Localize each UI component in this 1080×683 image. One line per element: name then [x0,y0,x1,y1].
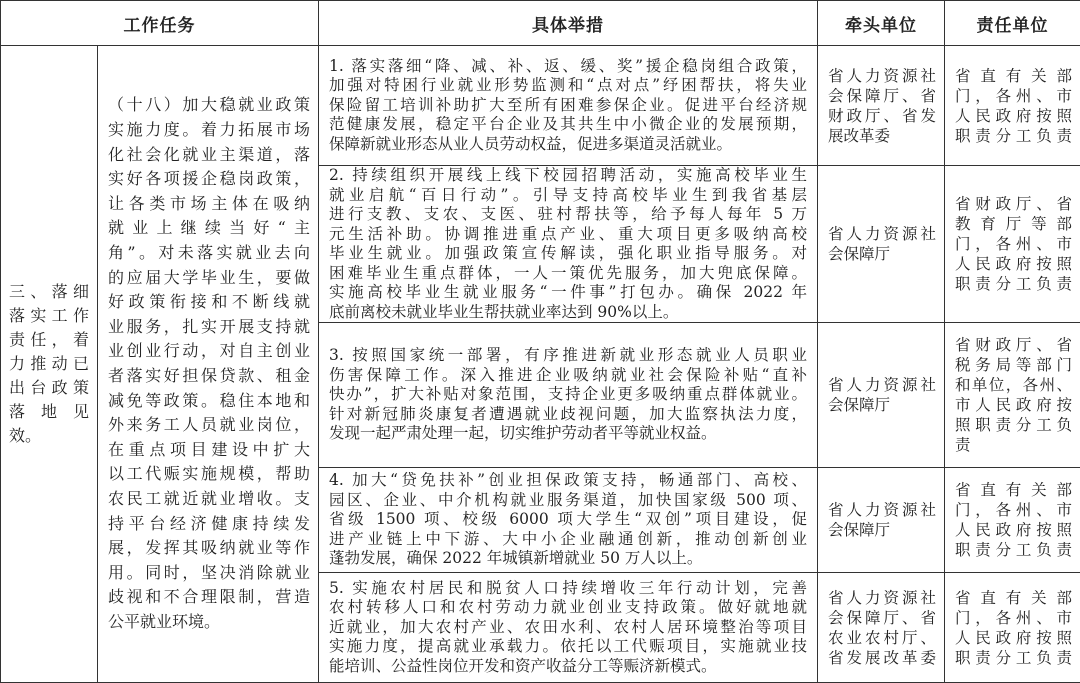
category-cell [1,46,98,683]
text-line: 省人力资源社 [828,66,936,86]
text-line: 农业农村厅、 [828,628,936,648]
text-line: 元生活补助。协调推进重点产业、重大项目更多吸纳高校 [329,225,807,245]
lead-unit-cell [818,468,945,573]
text-line: 发现一起严肃处理一起，切实维护劳动者平等就业权益。 [329,424,807,444]
text-line: 伤害保障工作。深入推进企业吸纳就业社会保险补贴“直补 [329,366,807,386]
text-line: 保险留工培训补助扩大至所有困难参保企业。促进平台经济规 [329,96,807,116]
text-line: 出台政策 [9,376,89,400]
text-line: 职责分工负责 [955,540,1072,560]
header-work-task: 工作任务 [1,1,319,46]
text-line: 省直有关部 [955,588,1072,608]
text-line: 能培训、公益性岗位开发和资产收益分工等赈济新模式。 [329,657,807,677]
text-line: 省直有关部 [955,66,1072,86]
header-responsible-unit: 责任单位 [945,1,1080,46]
measure-cell [319,323,818,468]
text-line: 实施力度。着力拓展市场 [108,118,310,143]
text-line: 职责分工负责 [955,126,1072,146]
text-line: 人民政府按照 [955,520,1072,540]
lead-unit-cell [818,573,945,683]
text-line: 门，各州、市 [955,234,1072,254]
text-line: 近就业，加大农村产业、农田水利、农村人居环境整治等项目 [329,618,807,638]
measure-cell [319,46,818,166]
text-line: 农村转移人口和农村劳动力就业创业支持政策。做好就地就 [329,598,807,618]
text-line: 责任，着 [9,328,89,352]
responsible-unit-cell [945,46,1080,166]
text-line: 展，发挥其吸纳就业等作 [108,536,310,561]
text-line: 外来务工人员就业岗位， [108,413,310,438]
text-line: 实好各项援企稳岗政策， [108,167,310,192]
text-line: 省财政厅、省 [955,194,1072,214]
text-line: 会保障厅 [828,244,936,264]
header-lead-unit: 牵头单位 [818,1,945,46]
text-line: （十八）加大稳就业政策 [108,93,310,118]
text-line: 落地见 [9,400,89,424]
text-line: 财政厅、省发 [828,106,936,126]
text-line: 减免等政策。稳住本地和 [108,389,310,414]
task-cell [98,46,319,683]
text-line: 用。同时，坚决消除就业 [108,561,310,586]
text-line: 3. 按照国家统一部署，有序推进新就业形态就业人员职业 [329,346,807,366]
text-line: 快办”，扩大补贴对象范围，支持企业更多吸纳重点群体就业。 [329,385,807,405]
text-line: 4. 加大“贷免扶补”创业担保政策支持，畅通部门、高校、 [329,471,807,491]
text-line: 职责分工负责 [955,274,1072,294]
text-line: 省人力资源社 [828,224,936,244]
text-line: 5. 实施农村居民和脱贫人口持续增收三年行动计划，完善 [329,579,807,599]
text-line: 三、落细 [9,280,89,304]
text-line: 市人民政府按 [955,395,1072,415]
text-line: 进产业链上中下游、大中小企业融通创新，推动创新创业 [329,530,807,550]
text-line: 落实工作 [9,304,89,328]
text-line: 以工代赈实施规模，帮助 [108,462,310,487]
text-line: 就业启航“百日行动”。引导支持高校毕业生到我省基层 [329,186,807,206]
text-line: 让各类市场主体在吸纳 [108,192,310,217]
text-line: 和单位，各州、 [955,375,1072,395]
text-line: 省人力资源社 [828,500,936,520]
text-line: 的应届大学毕业生，要做 [108,266,310,291]
text-line: 门，各州、市 [955,86,1072,106]
text-line: 门，各州、市 [955,500,1072,520]
text-line: 针对新冠肺炎康复者遭遇就业歧视问题，加大监察执法力度， [329,405,807,425]
text-line: 责 [955,435,1072,455]
text-line: 歧视和不合理限制，营造 [108,585,310,610]
text-line: 人民政府按照 [955,628,1072,648]
text-line: 实施力度，提高就业承载力。依托以工代赈项目，实施就业技 [329,637,807,657]
text-line: 农民工就近就业增收。支 [108,487,310,512]
lead-unit-cell [818,323,945,468]
responsible-unit-cell [945,166,1080,323]
text-line: 人民政府按照 [955,106,1072,126]
lead-unit-cell [818,166,945,323]
text-line: 业服务，扎实开展支持就 [108,315,310,340]
text-line: 省发展改革委 [828,648,936,668]
text-line: 毕业生就业。加强政策宣传解读，强化职业指导服务。对 [329,244,807,264]
text-line: 教育厅等部 [955,214,1072,234]
text-line: 税务局等部门 [955,355,1072,375]
lead-unit-cell [818,46,945,166]
text-line: 省级 1500 项、校级 6000 项大学生“双创”项目建设，促 [329,510,807,530]
responsible-unit-cell [945,323,1080,468]
responsible-unit-cell [945,573,1080,683]
text-line: 公平就业环境。 [108,610,310,635]
text-line: 角”。对未落实就业去向 [108,241,310,266]
text-line: 保障新就业形态从业人员劳动权益，促进多渠道灵活就业。 [329,135,807,155]
text-line: 效。 [9,424,89,448]
text-line: 照职责分工负 [955,415,1072,435]
text-line: 实施高校毕业生就业服务“一件事”打包办。确保 2022 年 [329,283,807,303]
text-line: 进行支教、支农、支医、驻村帮扶等，给予每人每年 5 万 [329,205,807,225]
text-line: 业创业行动，对自主创业 [108,339,310,364]
text-line: 门，各州、市 [955,608,1072,628]
text-line: 省财政厅、省 [955,335,1072,355]
text-line: 在重点项目建设中扩大 [108,438,310,463]
text-line: 范健康发展，稳定平台企业及其共生中小微企业的发展预期， [329,115,807,135]
text-line: 会保障厅 [828,520,936,540]
table-row [1,46,1080,166]
header-row [1,1,1080,46]
text-line: 省人力资源社 [828,375,936,395]
text-line: 职责分工负责 [955,648,1072,668]
text-line: 底前离校未就业毕业生帮扶就业率达到 90%以上。 [329,303,807,323]
text-line: 力推动已 [9,352,89,376]
text-line: 会保障厅、省 [828,86,936,106]
text-line: 展改革委 [828,126,936,146]
text-line: 加强对特困行业就业形势监测和“点对点”纾困帮扶，将失业 [329,76,807,96]
text-line: 园区、企业、中介机构就业服务渠道，加快国家级 500 项、 [329,491,807,511]
text-line: 好政策衔接和不断线就 [108,290,310,315]
measure-cell [319,166,818,323]
measure-cell [319,573,818,683]
text-line: 蓬勃发展，确保 2022 年城镇新增就业 50 万人以上。 [329,549,807,569]
text-line: 就业上继续当好“主 [108,216,310,241]
header-measures: 具体举措 [319,1,818,46]
text-line: 化社会化就业主渠道，落 [108,143,310,168]
text-line: 人民政府按照 [955,254,1072,274]
text-line: 者落实好担保贷款、租金 [108,364,310,389]
text-line: 会保障厅、省 [828,608,936,628]
text-line: 会保障厅 [828,395,936,415]
responsible-unit-cell [945,468,1080,573]
text-line: 1. 落实落细“降、减、补、返、缓、奖”援企稳岗组合政策， [329,57,807,77]
text-line: 持平台经济健康持续发 [108,512,310,537]
measure-cell [319,468,818,573]
text-line: 省直有关部 [955,480,1072,500]
text-line: 2. 持续组织开展线上线下校园招聘活动，实施高校毕业生 [329,166,807,186]
text-line: 省人力资源社 [828,588,936,608]
text-line: 困难毕业生重点群体，一人一策优先服务，加大兜底保障。 [329,264,807,284]
